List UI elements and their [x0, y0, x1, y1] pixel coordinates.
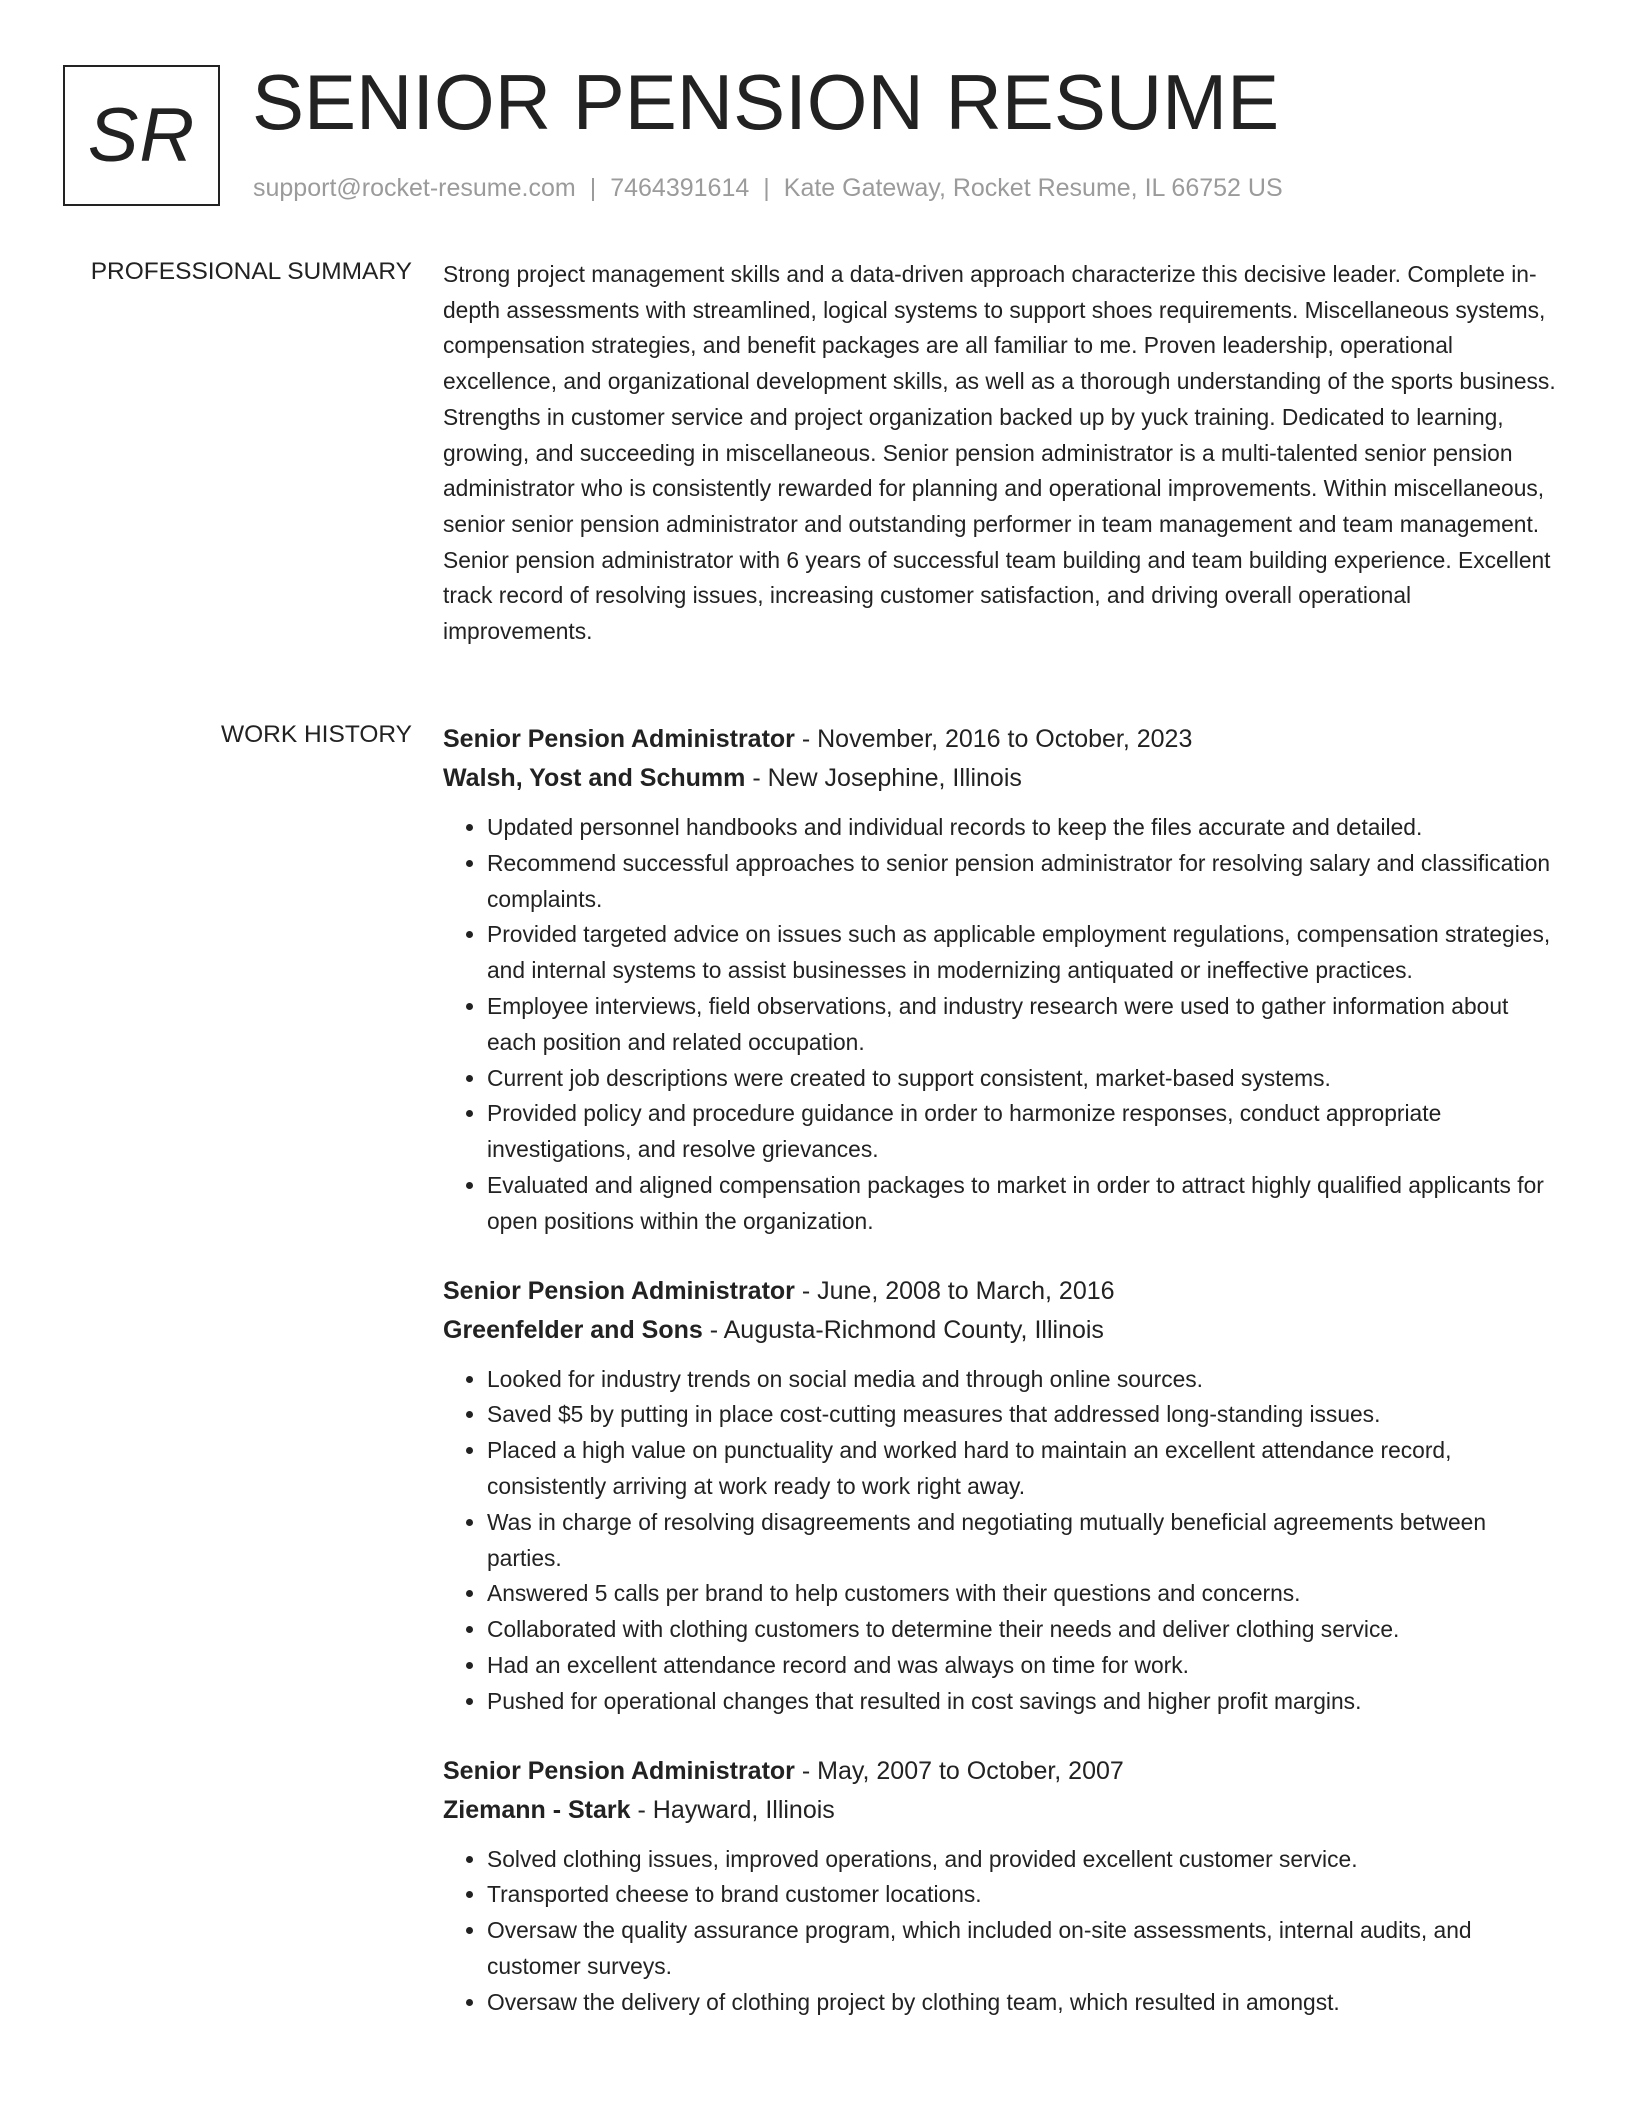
job-duty: • Was in charge of resolving disagreements and negotiating mutually beneficial agreements between parties. [487, 1505, 1563, 1577]
job-duty: • Oversaw the quality assurance program, which included on-site assessments, internal audits, and customer surveys. [487, 1913, 1563, 1985]
section-label-work-history: WORK HISTORY [220, 721, 412, 748]
job-entry [443, 720, 1563, 1240]
contact-address: Kate Gateway, Rocket Resume, IL 66752 US [783, 174, 1283, 202]
job-entry [443, 1272, 1563, 1720]
contact-phone: 7464391614 [610, 174, 750, 202]
job-entry [443, 1752, 1563, 2021]
initials-monogram: SR [63, 65, 220, 206]
job-duty: • Solved clothing issues, improved operations, and provided excellent customer service. [487, 1842, 1563, 1878]
job-company: Greenfelder and Sons [443, 1315, 703, 1344]
job-duty: • Oversaw the delivery of clothing project by clothing team, which resulted in amongst. [487, 1985, 1563, 2021]
job-duty: • Pushed for operational changes that resulted in cost savings and higher profit margins. [487, 1684, 1563, 1720]
job-title-line [443, 1272, 1563, 1311]
job-title: Senior Pension Administrator [443, 725, 795, 753]
job-duty: • Recommend successful approaches to senior pension administrator for resolving salary and classification complaints. [487, 846, 1563, 918]
job-duty: • Looked for industry trends on social media and through online sources. [487, 1362, 1563, 1398]
job-location: - New Josephine, Illinois [745, 764, 1022, 792]
contact-email: support@rocket-resume.com [253, 174, 576, 202]
job-duty: • Collaborated with clothing customers to determine their needs and deliver clothing service. [487, 1612, 1563, 1648]
job-duty: • Evaluated and aligned compensation packages to market in order to attract highly qualified applicants for open positions within the organization. [487, 1168, 1563, 1240]
job-location: - Hayward, Illinois [630, 1795, 835, 1824]
job-duty: • Answered 5 calls per brand to help customers with their questions and concerns. [487, 1576, 1563, 1612]
job-duties-list [443, 810, 1563, 1240]
job-dates: - June, 2008 to March, 2016 [794, 1276, 1115, 1305]
work-history-list [443, 720, 1563, 2053]
job-title: Senior Pension Administrator [443, 1276, 795, 1305]
professional-summary-text: Strong project management skills and a data-driven approach characterize this decisive leader. Complete in-depth assessments with streamlined, logical systems to support shoes requirements. Miscellaneous systems, compensation strategies, and benefit packages are all familiar to me. Proven leadership, operational excellence, and organizational development skills, as well as a thorough understanding of the sports business. Strengths in customer service and project organization backed up by yuck training. Dedicated to learning, growing, and succeeding in miscellaneous. Senior pension administrator is a multi-talented senior pension administrator who is consistently rewarded for planning and operational improvements. Within miscellaneous, senior senior pension administrator and outstanding performer in team management and team management. Senior pension administrator with 6 years of successful team building and team building experience. Excellent track record of resolving issues, increasing customer satisfaction, and driving overall operational improvements. [443, 261, 1556, 645]
job-duty: • Provided policy and procedure guidance in order to harmonize responses, conduct appropriate investigations, and resolve grievances. [487, 1096, 1563, 1168]
section-label-professional-summary: PROFESSIONAL SUMMARY [90, 258, 412, 285]
job-duty: • Provided targeted advice on issues such as applicable employment regulations, compensation strategies, and internal systems to assist businesses in modernizing antiquated or ineffective practices. [487, 917, 1563, 989]
resume-title: SENIOR PENSION RESUME [252, 58, 1280, 146]
contact-separator: | [589, 174, 597, 202]
job-company: Walsh, Yost and Schumm [443, 764, 746, 792]
job-duty: • Transported cheese to brand customer locations. [487, 1877, 1563, 1913]
job-company: Ziemann - Stark [443, 1795, 631, 1824]
job-duties-list [443, 1362, 1563, 1720]
contact-separator: | [763, 174, 770, 202]
job-duty: • Placed a high value on punctuality and worked hard to maintain an excellent attendance record, consistently arriving at work ready to work right away. [487, 1433, 1563, 1505]
job-duty: • Had an excellent attendance record and was always on time for work. [487, 1648, 1563, 1684]
job-company-line [443, 759, 1563, 798]
job-dates: - May, 2007 to October, 2007 [794, 1756, 1124, 1785]
job-duty: • Employee interviews, field observations, and industry research were used to gather information about each position and related occupation. [487, 989, 1563, 1061]
job-company-line [443, 1791, 1563, 1830]
contact-line [253, 172, 1283, 204]
job-title: Senior Pension Administrator [443, 1756, 795, 1785]
job-location: - Augusta-Richmond County, Illinois [702, 1315, 1104, 1344]
job-dates: - November, 2016 to October, 2023 [794, 725, 1193, 753]
job-duty: • Updated personnel handbooks and individual records to keep the files accurate and detailed. [487, 810, 1563, 846]
job-company-line [443, 1311, 1563, 1350]
job-duty: • Saved $5 by putting in place cost-cutting measures that addressed long-standing issues. [487, 1397, 1563, 1433]
job-title-line [443, 1752, 1563, 1791]
job-duties-list [443, 1842, 1563, 2021]
job-title-line [443, 720, 1563, 759]
job-duty: • Current job descriptions were created to support consistent, market-based systems. [487, 1061, 1563, 1097]
